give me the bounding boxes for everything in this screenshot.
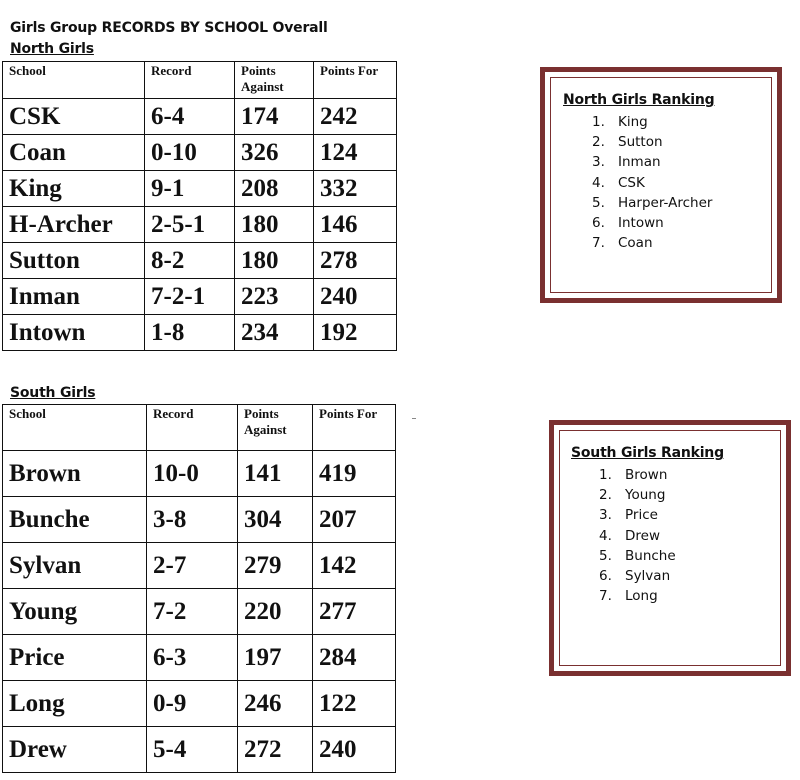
school-cell: Intown [3, 315, 145, 351]
ranking-item: 1. Brown [599, 467, 668, 483]
north-girls-table [2, 61, 397, 351]
south-girls-table [2, 404, 396, 773]
ranking-school: Brown [625, 467, 668, 483]
points-against-cell: 304 [238, 497, 313, 543]
ranking-school: Price [625, 507, 658, 524]
record-cell: 5-4 [147, 727, 238, 773]
ranking-school: Young [625, 487, 666, 504]
school-cell: Bunche [3, 497, 147, 543]
table-row [3, 171, 397, 207]
points-against-cell: 208 [235, 171, 314, 207]
ranking-item: 5. Harper-Archer [592, 194, 713, 211]
record-cell: 6-3 [147, 635, 238, 681]
points-for-cell: 284 [313, 635, 396, 681]
north-girls-ranking-box [540, 67, 782, 303]
record-cell: 3-8 [147, 497, 238, 543]
column-header-school: School [3, 405, 147, 451]
table-row [3, 589, 396, 635]
school-cell: H-Archer [3, 207, 145, 243]
school-cell: Long [3, 681, 147, 727]
ranking-school: King [618, 114, 648, 130]
table-row [3, 315, 397, 351]
ranking-school: Intown [618, 215, 664, 232]
south-girls-heading: South Girls [10, 385, 96, 401]
points-for-cell: 122 [313, 681, 396, 727]
record-cell: 0-9 [147, 681, 238, 727]
record-cell: 0-10 [145, 135, 235, 171]
points-against-cell: 279 [238, 543, 313, 589]
ranking-item: 7. Long [599, 588, 658, 605]
record-cell: 10-0 [147, 451, 238, 497]
table-row [3, 727, 396, 773]
school-cell: Price [3, 635, 147, 681]
ranking-school: Drew [625, 527, 660, 544]
points-for-cell: 278 [314, 243, 397, 279]
school-cell: Young [3, 589, 147, 635]
ranking-item: 2. Sutton [592, 134, 663, 151]
points-for-cell: 240 [313, 727, 396, 773]
points-against-cell: 141 [238, 451, 313, 497]
table-header-row [3, 62, 397, 99]
table-row [3, 279, 397, 315]
ranking-item: 2. Young [599, 487, 666, 504]
ranking-item: 3. Inman [592, 154, 661, 171]
north-ranking-title: North Girls Ranking [563, 92, 715, 108]
ranking-item: 3. Price [599, 507, 658, 524]
record-cell: 2-5-1 [145, 207, 235, 243]
stray-mark [412, 418, 416, 419]
points-against-cell: 246 [238, 681, 313, 727]
ranking-school: Sylvan [625, 568, 671, 585]
points-against-cell: 326 [235, 135, 314, 171]
column-header-points-for: Points For [313, 405, 396, 451]
ranking-item: 6. Intown [592, 215, 664, 232]
table-row [3, 635, 396, 681]
points-against-cell: 272 [238, 727, 313, 773]
record-cell: 2-7 [147, 543, 238, 589]
school-cell: Coan [3, 135, 145, 171]
north-girls-heading: North Girls [10, 41, 94, 57]
school-cell: CSK [3, 99, 145, 135]
table-row [3, 243, 397, 279]
school-cell: Drew [3, 727, 147, 773]
table-row [3, 99, 397, 135]
page-title: Girls Group RECORDS BY SCHOOL Overall [10, 20, 328, 36]
ranking-item: 7. Coan [592, 235, 653, 252]
column-header-record: Record [145, 62, 235, 99]
table-row [3, 135, 397, 171]
ranking-item: 1. King [592, 114, 648, 130]
ranking-school: Coan [618, 235, 653, 252]
school-cell: Sylvan [3, 543, 147, 589]
ranking-school: Bunche [625, 547, 676, 564]
points-against-cell: 197 [238, 635, 313, 681]
column-header-points-for: Points For [314, 62, 397, 99]
north-ranking-list [592, 112, 712, 253]
column-header-school: School [3, 62, 145, 99]
ranking-item: 4. Drew [599, 527, 660, 544]
table-row [3, 497, 396, 543]
points-against-cell: 180 [235, 243, 314, 279]
record-cell: 7-2-1 [145, 279, 235, 315]
points-against-cell: 234 [235, 315, 314, 351]
ranking-school: Inman [618, 154, 661, 171]
south-girls-ranking-box [549, 420, 791, 676]
record-cell: 9-1 [145, 171, 235, 207]
ranking-school: CSK [618, 174, 645, 191]
record-cell: 1-8 [145, 315, 235, 351]
points-for-cell: 240 [314, 279, 397, 315]
points-for-cell: 277 [313, 589, 396, 635]
column-header-record: Record [147, 405, 238, 451]
points-for-cell: 142 [313, 543, 396, 589]
ranking-school: Long [625, 588, 658, 605]
school-cell: King [3, 171, 145, 207]
points-for-cell: 332 [314, 171, 397, 207]
points-for-cell: 146 [314, 207, 397, 243]
school-cell: Brown [3, 451, 147, 497]
table-row [3, 681, 396, 727]
table-row [3, 543, 396, 589]
school-cell: Sutton [3, 243, 145, 279]
table-row [3, 207, 397, 243]
ranking-school: Harper-Archer [618, 194, 713, 211]
column-header-points-against: Points Against [235, 62, 314, 99]
points-for-cell: 207 [313, 497, 396, 543]
school-cell: Inman [3, 279, 145, 315]
points-against-cell: 174 [235, 99, 314, 135]
points-against-cell: 180 [235, 207, 314, 243]
points-for-cell: 192 [314, 315, 397, 351]
table-header-row [3, 405, 396, 451]
ranking-item: 5. Bunche [599, 547, 676, 564]
ranking-item: 6. Sylvan [599, 568, 671, 585]
points-against-cell: 223 [235, 279, 314, 315]
south-ranking-title: South Girls Ranking [571, 445, 724, 461]
points-for-cell: 242 [314, 99, 397, 135]
ranking-item: 4. CSK [592, 174, 645, 191]
points-against-cell: 220 [238, 589, 313, 635]
column-header-points-against: Points Against [238, 405, 313, 451]
record-cell: 7-2 [147, 589, 238, 635]
points-for-cell: 124 [314, 135, 397, 171]
ranking-school: Sutton [618, 134, 663, 151]
record-cell: 8-2 [145, 243, 235, 279]
table-row [3, 451, 396, 497]
record-cell: 6-4 [145, 99, 235, 135]
south-ranking-list [599, 465, 676, 606]
points-for-cell: 419 [313, 451, 396, 497]
